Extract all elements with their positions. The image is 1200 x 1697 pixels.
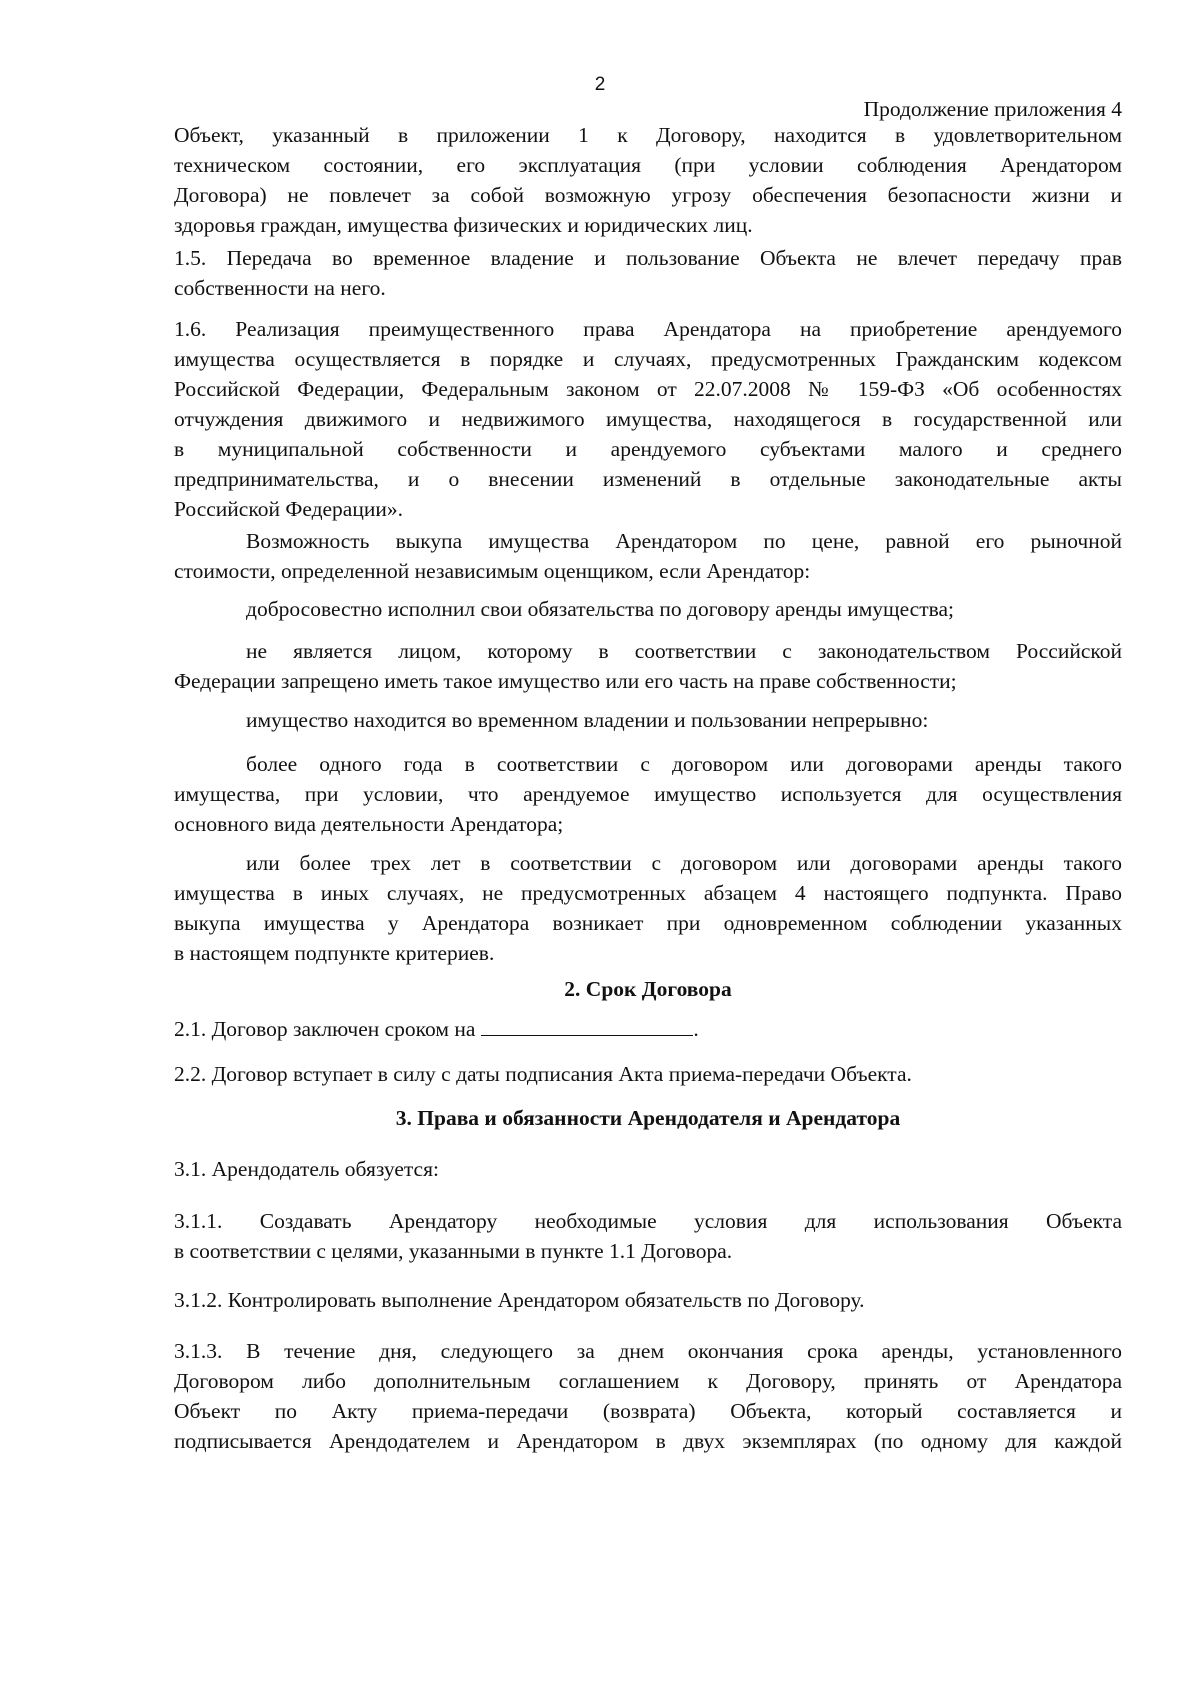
clause-3-1-3 [174,1336,1122,1456]
buyout-condition-3: имущество находится во временном владении и пользовании непрерывно: [246,708,929,732]
clause-3-1: 3.1. Арендодатель обязуется: [174,1157,439,1181]
text-line: в настоящем подпункте критериев. [174,941,495,965]
text-line: здоровья граждан, имущества физических и юридических лиц. [174,213,753,237]
text-line: техническом состоянии, его эксплуатация (при условии соблюдения Арендатором [174,153,1122,177]
text-line: 1.6. Реализация преимущественного права Арендатора на приобретение арендуемого [174,317,1122,341]
text-line: Объект по Акту приема-передачи (возврата) Объекта, который составляется и [174,1399,1122,1423]
text-line: Объект, указанный в приложении 1 к Договору, находится в удовлетворительном [174,123,1122,147]
clause-2-1-end: . [693,1017,699,1041]
text-line: предпринимательства, и о внесении изменений в отдельные законодательные акты [174,467,1122,491]
text-line: основного вида деятельности Арендатора; [174,812,564,836]
text-line: не является лицом, которому в соответствии с законодательством Российской [246,639,1122,663]
text-line: Договором либо дополнительным соглашением к Договору, принять от Арендатора [174,1369,1122,1393]
buyout-intro [174,526,1122,586]
text-line: подписывается Арендодателем и Арендатором в двух экземплярах (по одному для каждой [174,1429,1122,1453]
term-blank-field [481,1015,693,1036]
text-line: Российской Федерации». [174,497,403,521]
text-line: в соответствии с целями, указанными в пункте 1.1 Договора. [174,1239,733,1263]
text-line: Возможность выкупа имущества Арендатором по цене, равной его рыночной [246,529,1122,553]
clause-1-6 [174,314,1122,524]
text-line: собственности на него. [174,276,386,300]
text-line: Российской Федерации, Федеральным законом от 22.07.2008 № 159-ФЗ «Об особенностях [174,377,1122,401]
clause-2-1-text: 2.1. Договор заключен сроком на [174,1017,476,1041]
buyout-condition-2 [174,636,1122,696]
section-3-heading: 3. Права и обязанности Арендодателя и Арендатора [395,1106,901,1130]
clause-3-1-2: 3.1.2. Контролировать выполнение Арендатором обязательств по Договору. [174,1288,865,1312]
clause-2-1 [174,1014,1122,1044]
text-line: 3.1.3. В течение дня, следующего за днем окончания срока аренды, установленного [174,1339,1122,1363]
clause-3-1-1 [174,1206,1122,1266]
text-line: имущества, при условии, что арендуемое имущество используется для осуществления [174,782,1122,806]
text-line: или более трех лет в соответствии с договором или договорами аренды такого [246,851,1122,875]
text-line: имущества осуществляется в порядке и случаях, предусмотренных Гражданским кодексом [174,347,1122,371]
text-line: Договора) не повлечет за собой возможную угрозу обеспечения безопасности жизни и [174,183,1122,207]
text-line: стоимости, определенной независимым оценщиком, если Арендатор: [174,559,811,583]
text-line: 1.5. Передача во временное владение и пользование Объекта не влечет передачу прав [174,246,1122,270]
header-note: Продолжение приложения 4 [863,97,1122,121]
text-line: Федерации запрещено иметь такое имущество или его часть на праве собственности; [174,669,957,693]
clause-2-2: 2.2. Договор вступает в силу с даты подписания Акта приема-передачи Объекта. [174,1062,912,1086]
intro-paragraph [174,120,1122,240]
text-line: 3.1.1. Создавать Арендатору необходимые условия для использования Объекта [174,1209,1122,1233]
clause-1-5 [174,243,1122,303]
buyout-condition-5 [174,848,1122,968]
section-2-heading: 2. Срок Договора [564,977,732,1001]
text-line: отчуждения движимого и недвижимого имущества, находящегося в государственной или [174,407,1122,431]
buyout-condition-1: добросовестно исполнил свои обязательства по договору аренды имущества; [246,597,955,621]
buyout-condition-4 [174,749,1122,839]
page-number: 2 [594,74,606,95]
text-line: более одного года в соответствии с договором или договорами аренды такого [246,752,1122,776]
text-line: имущества в иных случаях, не предусмотренных абзацем 4 настоящего подпункта. Право [174,881,1122,905]
text-line: выкупа имущества у Арендатора возникает при одновременном соблюдении указанных [174,911,1122,935]
text-line: в муниципальной собственности и арендуемого субъектами малого и среднего [174,437,1122,461]
